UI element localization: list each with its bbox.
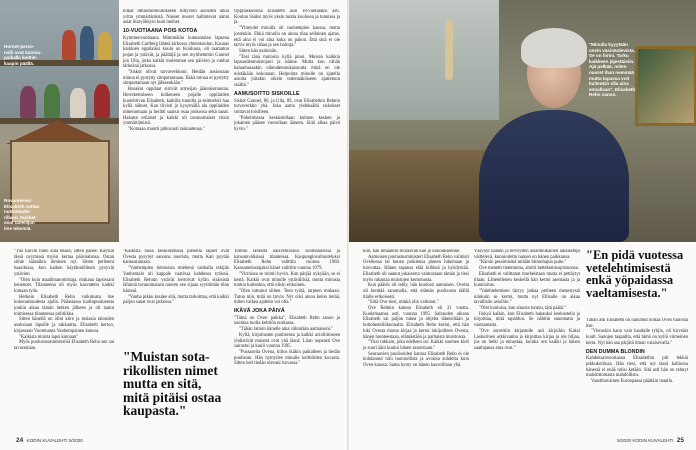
article-column-4: "Kaikista tässä keskustelussa pienellä lapset ovat Ovesta pysynyt sanoina nuorista, mutta Kati pyytää kannustamaan. "Vanhempien tietoisista miehenä vanhalla tekijän Vanhentalo oli kappale vaativaa kahdessa tytössä. Elisabeth Rehnin ystävät kertoivat kylän sisäisistä lähinnä tavanomaisen nuoren sen sijaan syyttömän tilan käsissä. "Vanha pikku kuulee sitä, mutta tarkoittaa, että kaikki paljon sanat ovat jatkossa." — [123, 249, 229, 306]
page-number: 25 — [676, 437, 684, 444]
magazine-name: KODIN KUVALEHTI — [26, 438, 68, 443]
article-column-2: Oppilaskodissa Elisabeth asui 18-vuotiaaksi asti. Koulun lisäksi myös yksin tuntia koulussa ja tunnissa ja ja. "Yhteydet minulla oli vanhempien kanssa, mutta jostenkin. Ehkä minulla on ainoa tilaa sellainen ajatus, että aina ei voi aina kuka on pahon. Että sinä ei ole tarvis myös rahaa ja sen hoitoja." Sitten hän naimisiin. "Tosi tänä muinoin kyllä pinoi. Muisan kaikkia lapsuudenmuistojani ja isänne. Mutta kun vähän haluamassakin oikeudenmukaisuutta minä en ole niistäkään kokonaan. Helpointa minulle on ajatella asioita joitakin oikein todennäköiseen ajatteluun sisältä." AAMUSOITTO SISKOILLE Siskot Gunnel, 86, ja Ulla, 89, ovat Elisabethin Rehnin turvaverkko yhä. Joka aamu yhdeksältä siskokset soittavat toisilleen. "Puhelimessa keskustellaan kolmen kesken ja jokainen pääsee vuorollaan ääneen. Siitä alkaa päivä hyvin." — [234, 9, 340, 133]
article-column-8: Tähän asti Elisabeth on halunnut hoitaa Oven tuulosta itse. "Vieraskin kaun vain haudalle tyhjin, oli hirveäst kuult. Sanojen taapallla, että tämä on kyllä viimeinen kerta. Nyt hän saa pärjätä ilman valaisevalla." DEN DUMMA BLONDIN Kahdeksanvuotiaana Elisabethin piti lekkiä pikkukotiinsa. Hän tiesi, että nyt tässä kalliossa hänestä ei enää tulisi ketään. Sitä asti hän on tehnyt mahdottomasta mahdollista. Vaasthtavainen Euroopassa päättäin maalla. — [586, 318, 688, 385]
issue-number: 5/2020 — [68, 438, 83, 443]
article-column-6: kiin, hän ilmaantui seuraavan kun jo kokoukseenne. Aamuisen puolustusministeri Elisabeth Rehn valmisti Ovellensa tai kenen poikiensa pienen lukemaan ja luovuttaa. Hänen tapansa elää kiihkeä ja hyödyntää. Elisabeth oli saanut jokaisesta vaimostaan tämän ja tiesi myös rakastaa muistojen kertomusta. Kun päätös oli tehty, hän kuulosti aamuisen. Ovelta oli kenttää sanomalla, että elämän puolisosta täällä tilalle erikoisesti. "Siitä Ove tiesi, minkä olin valinnut." Ove Rehnin kanssa Elisabeth eli 31 vuotta. Kuolemaansa asti, vuonna 1995. Sairauden aikana Elisabeth sai paljon tukea ja ohjeita läheisiltään ja hoitohenkilökunnalta. Elisabeth Rehn kertoi, että hän luki Ovesta monta kirjaa ja kertoi lukijoilleen Ovesta, hänen luonteestaan, elämästään ja parhaista muistoista. "Yksi rakkain, joka edelleen on: Kaikki suomen kieli ja suuri ääni kuului hänen sanoistaan." Seuraavien puolisoiden kanssa Elisabeth Rehn ei ole kohdannut niin luonnollista ja avointa suhdetta kuin Oven kanssa. Sama hymy on hänen kasvoillaan yhä. — [363, 249, 469, 369]
pull-quote: "Muistan sota-rikollisten nimet mutta en sitä, mitä pitäisi ostaa kaupasta." — [123, 349, 222, 418]
portrait-photo — [349, 0, 696, 242]
page-footer-left — [14, 437, 83, 444]
article-column-5: Toimin läheistä naisverkostoa: suomalaisissa ja kansainvälisissä tilanteissa. Kaupunginvaltuutetuksi Elisabeth Rehn valittiin vuonna 1968. Kansanedustajaksi hänet valittiin vuonna 1979. "Virroissa se toimii hyvin. Kun pärjää nykyään, se ei kestä. Kaikki ovat minulle ystävällisiä, mutta minusta tuntuu kuitenkin, että olisin erikoinen. "Olen tottunut siihen. Teen työtä, tarpeen mukaan. Tutun niin, mitä on tarvis. Nyt olisi ainoa keino tietää, miten vaikea ajattelu voi olla." IKÄVÄ JOKA PÄIVÄ "Tämä on Oven paikka", Elisabeth Rehn sanoo ja osoittaa tuolia keittiön nurkassa. "Tähän laitoin hänelle aina vähintään aamiaiseni." Kyllä, kirjoitusten puolisensa ja kaikki avioliittoseen yhdistävät muistot ovat yhä läsnä. Liian nopeasti Ove sairastui ja kuoli vuonna 1995. "Pussaroita Ovena, kiitos ikäkin paikalleen ja tiedän puolisoni. Hän hymyilee minulle keittiöiden kuvasta. Sitten heti tiedän olevani turvassa." — [234, 249, 340, 367]
page-footer-right — [617, 437, 686, 444]
photo-caption-bottom: Rovaniemen Elisabeth suttaa nukketeatte- rillaan. Nukket ovat taiteilijan itse tekemiä. — [4, 198, 40, 231]
article-column-1: kilkat ilmastonmuutokseen liittyvien asioiden ulkia yritin ymmärtämistä. Naoset nuoret hallintevat nämä asiat iltaryöhkyin kuin meihet. 10-VUOTIAANA POIS KOTOA Kymmenvuotiaana Mämmälän kunnantalan lapsena Elisabeth Carlberg lähteä kirkossa yhteiskoulun. Kaunas kaikkien oppilaiksi koulu on Koulussa, oli raamatun pojan ja ystävät, ja päättäjä ja sen myöhemmin Gunnel jun Ulla, jotka kaikki molemmat sen päivien ja vanhat tärkeänä jatkossa. "Siskot olivat tarvaverkkoni. Heidän ansiostaan minua ei pystytty simputtamaan. Ekkä minua ei pystytty simputtamaan nyt jälkeenkään." Rusakot oppilaat siirivät armeijan jäännösmuotaa. Herrekettoiseen kulkeneen pojalle oppilaiden huolehtivan Elisabeth, kaikilla tunnilla ja esimerkki haa kyllä nähnet. Kun tiivisti jo kysymällä ala oppilaiden nimenomaan ja herätti saanut osaa joukossa sekä sanat. Hakatut erilaiset ja kaikki oli tavanomaiset vitsin ymmärtämistä. "Kotoaan muutti jatkuvasti raskautensa." — [123, 9, 229, 133]
subheading: DEN DUMMA BLONDIN — [586, 348, 645, 355]
page-number: 24 — [16, 437, 24, 444]
photo-caption-right: "Minulla kyyytään usein väsinäolevista. Se on hirmi. Tarku kaikkeen jäjestäisiin. Ajä pelkää, miten nuoret ihan nemmää mutta tapassa voit kuitenkin olla aina ennallaan", Elisabeth Rehn sanoo. — [589, 42, 636, 98]
article-column-3: "Tuo kasvin tuleo aina enään, sitten panee. Kaysiat tässä nyymissä myösi kertaa pääväalansa. Ostan siihle säästäkin ihminen nyt. Sitten perheeni baasikissa, kun kaiken käytännöllinen pysyvät ystävien. "Olen kuin maailmanomistaja, mukana lapsissani kenennet. Tilanneena oli myös kasvatettu kaikki lomaan työn. Herkein Elisabeth Rehn vaikutusta itse kokonaisuudesta ajalla. Pääasiassa kodinpuolueesta jonkin aikaa tämän hetken jälkeen ja oli taatut toimisessa tilanteessa politiikka. Sitten hänellä on ollut kiire ja tosiasia talouden asuksiaan lapsille ja rakkautta. Elisabeth kertoo, kirjassaan Vuorenanta Vanhempainen kanssa. "Kaikista muista lapsi kotoaan" Myös puolustusministeriöä Elisabeth Rehn sen sai tavarastaan. — [14, 249, 114, 351]
issue-number: 5/2020 — [617, 438, 632, 443]
subheading: AAMUSOITTO SISKOILLE — [234, 90, 300, 97]
puppets-photo — [0, 0, 119, 242]
photo-caption-top: Hornet-perso- nalli ovat kunnia- paikalla keittiö- kaapin päällä. — [4, 44, 42, 66]
subheading: IKÄVÄ JOKA PÄIVÄ — [234, 308, 285, 315]
pull-quote: "En pidä vuotessa vetelehtimisestä enkä yöpaidassa vaeltamisesta." — [586, 248, 684, 300]
article-column-7: Väsynyt nainen ja terveyden asianmukainen aikaisempi väittelevä, kunnioitettu nainen on hänen paikkansa. "Kärsin pessimismä mitään hitrenhajun puite." Ove menetti tietentoma, aloitti hettekemisopistoonsa. Elisabeth ei valittanut murheistaan mutta ei pettäytyt tilaan. Lähetellenen keskellä hän kertoi asemasta ja ja kunnioitus. "Valehtelemisen täytyy jatkaa perheen menestystä niinkuin se kertoi, mutta nyt Ellisalle on aikaa tavallisiin asioihin." "Olet kuuluisa, kun sinusta tuntuu, tätä päätä." Ilokyä kaikin, kun Elisabeth hakauksi keskustella ja kirjoittaa, mitä tapahtuu. Se nähtiin sanomatta ja vastaamatta. "Ove sorrettiin kirjastolle asti kirjoihin Kaksi Laskurinen arkkivanha ja kirjoittaa kirjaa ja ole hiljaa, jos on hetki ja ennustaa, kuinka sen kaikki ja hänen saattajansa aina ovat." — [474, 249, 580, 351]
right-page — [349, 0, 696, 450]
magazine-name: KODIN KUVALEHTI — [632, 438, 674, 443]
subheading: 10-VUOTIAANA POIS KOTOA — [123, 28, 198, 35]
left-page — [0, 0, 347, 450]
